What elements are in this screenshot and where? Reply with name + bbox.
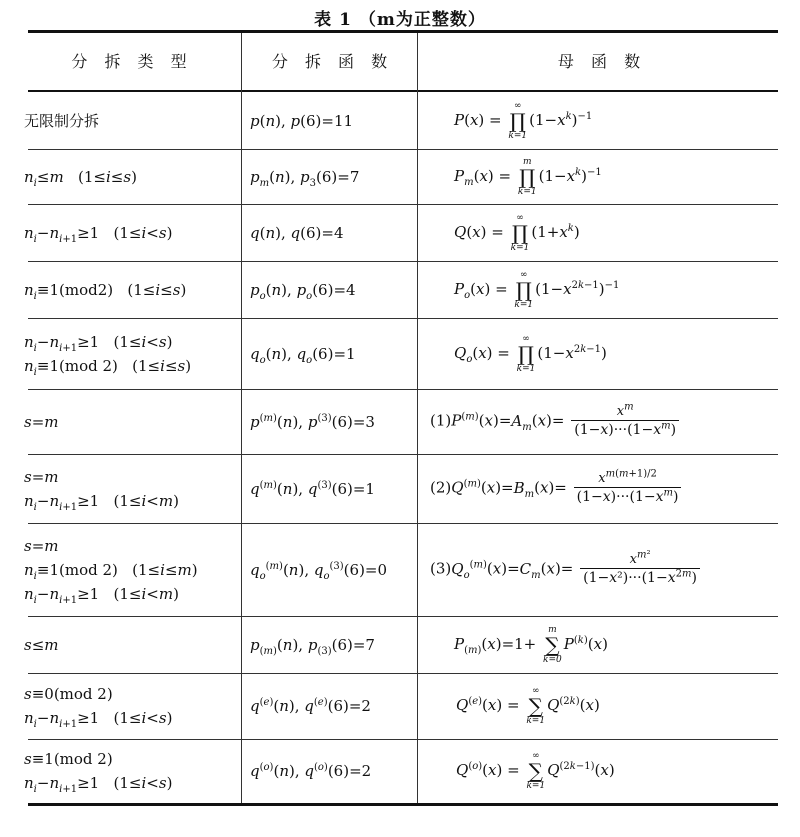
- table-row: $p_{(m)}(n)$, $p_{(3)}(6)=7$: [250, 635, 375, 657]
- table-row: $p^{(m)}(n)$, $p^{(3)}(6)=3$: [250, 412, 375, 431]
- header-generating-function: 母 函 数: [557, 51, 647, 71]
- table-row: $Q^{(o)}(x)$ = ∞ ∑ k=1 $Q^{(2k-1)}(x)$: [456, 751, 615, 791]
- table-row: s≡1(mod 2) $n_i-n_{i+1}\ge 1$ (1≤i<s): [24, 750, 173, 795]
- table-row: $q_o^{(m)}(n)$, $q_o^{(3)}(6)=0$: [250, 560, 388, 582]
- table-row: q(n), q(6)=4: [250, 223, 344, 242]
- table-row: $(3)Q_o^{(m)}(x)=C_m(x)=$ $\frac{x^{m^2}}{(1-x^2)\cdot\cdot\cdot(1-x^{2m})}$: [426, 523, 778, 616]
- table-row: s=m $n_i\equiv 1(mod$ 2) (1≤i≤m) $n_i-n_{i+1}\ge 1$ (1≤i<m): [24, 536, 198, 606]
- table-row: $q^{(o)}(n)$, $q^{(o)}(6)=2$: [250, 762, 372, 780]
- table-row: p(n), p(6)=11: [250, 111, 354, 130]
- table-row: $q^{(e)}(n)$, $q^{(e)}(6)=2$: [250, 697, 371, 715]
- table-row: $Q_o(x)$ = ∞ ∏ k=1 $(1-x^{2k-1})$: [454, 333, 607, 374]
- table-row: $n_i-n_{i+1}\ge 1$ (1≤i<s): [24, 223, 173, 245]
- table-row: s≤m: [24, 635, 59, 654]
- table-row: $p_o(n)$, $p_o(6)=4$: [250, 280, 356, 302]
- table-row: s=m: [24, 412, 59, 431]
- table-row: $Q^{(e)}(x)$ = ∞ ∑ k=1 $Q^{(2k)}(x)$: [456, 686, 600, 726]
- table-row: $P_{(m)}(x)=1+$ m ∑ k=0 $P^{(k)}(x)$: [454, 624, 608, 665]
- table-row: $p_m(n)$, $p_3(6)=7$: [250, 167, 360, 189]
- table-row: $n_i\equiv 1(mod2)$ (1≤i≤s): [24, 280, 187, 302]
- table-row: P(x) = ∞ ∏ k=1 $(1-x^k)^{-1}$: [454, 100, 593, 141]
- table-row: Q(x) = ∞ ∏ k=1 $(1+x^k)$: [454, 212, 580, 253]
- table-row: $P_o(x)$ = ∞ ∏ k=1 $(1-x^{2k-1})^{-1}$: [454, 269, 620, 310]
- table-row: $(2)Q^{(m)}(x)=B_m(x)=$ $\frac{x^{m(m+1)/2}}{(1-x)\cdot\cdot\cdot(1-x^m)}$: [426, 454, 778, 523]
- table-row: s≡0(mod 2) $n_i-n_{i+1}\ge 1$ (1≤i<s): [24, 685, 173, 730]
- table-row: 无限制分拆: [24, 111, 100, 130]
- header-partition-function: 分 拆 函 数: [271, 51, 394, 71]
- header-partition-type: 分 拆 类 型: [71, 51, 193, 71]
- table-row: $q_o(n)$, $q_o(6)=1$: [250, 344, 356, 366]
- table-row: $P_m(x)$ = m ∏ k=1 $(1-x^k)^{-1}$: [454, 156, 602, 197]
- table-row: $n_i\le m$ (1≤i≤s): [24, 167, 137, 189]
- table-row: $q^{(m)}(n)$, $q^{(3)}(6)=1$: [250, 479, 375, 498]
- table-row: $(1)P^{(m)}(x)=A_m(x)=$ $\frac{x^m}{(1-x)\cdot\cdot\cdot(1-x^m)}$: [426, 389, 778, 454]
- table-row: s=m $n_i-n_{i+1}\ge 1$ (1≤i<m): [24, 467, 179, 513]
- table-caption: 表 1 （m为正整数）: [314, 10, 486, 30]
- table-row: $n_i-n_{i+1}\ge 1$ (1≤i<s) $n_i\equiv 1(mod$ 2) (1≤i≤s): [24, 332, 192, 378]
- bottom-rule: [28, 803, 778, 806]
